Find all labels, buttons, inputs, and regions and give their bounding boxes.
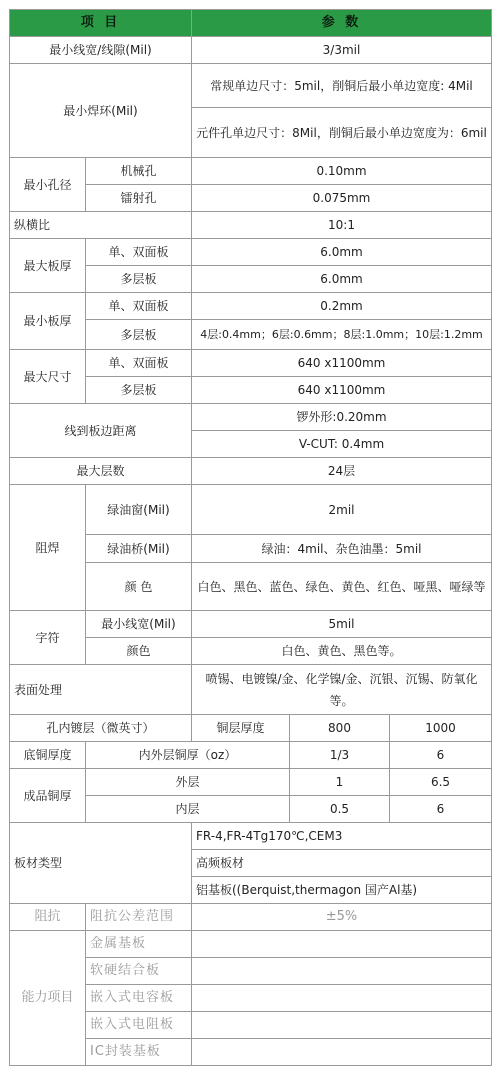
min-thick-ml-label: 多层板: [86, 320, 192, 350]
laser-hole-value: 0.075mm: [192, 185, 492, 212]
capability-item: 金属基板: [86, 931, 192, 958]
max-size-ml-label: 多层板: [86, 377, 192, 404]
header-row: [10, 10, 492, 37]
layers-label: 最大层数: [10, 458, 192, 485]
legend-label: 字符: [10, 611, 86, 665]
legend-width-label: 最小线宽(Mil): [86, 611, 192, 638]
max-size-label: 最大尺寸: [10, 350, 86, 404]
legend-width-value: 5mil: [192, 611, 492, 638]
min-ring-value-2: 元件孔单边尺寸：8Mil，削铜后最小单边宽度为：6mil: [192, 108, 492, 158]
min-line-label: 最小线宽/线隙(Mil): [10, 37, 192, 64]
capability-label: 能力项目: [10, 931, 86, 1066]
plating-label: 孔内镀层（微英寸）: [10, 715, 192, 742]
min-line-value: 3/3mil: [192, 37, 492, 64]
legend-color-value: 白色、黄色、黑色等。: [192, 638, 492, 665]
aspect-label: 纵横比: [10, 212, 192, 239]
fin-cu-inner-label: 内层: [86, 796, 290, 823]
material-label: 板材类型: [10, 823, 192, 904]
mask-color-label: 颜 色: [86, 563, 192, 611]
max-thick-ml-value: 6.0mm: [192, 266, 492, 293]
capability-value-empty: [192, 1012, 492, 1039]
mech-hole-label: 机械孔: [86, 158, 192, 185]
mask-color-value: 白色、黑色、蓝色、绿色、黄色、红色、哑黑、哑绿等: [192, 563, 492, 611]
header-param: 参 数: [192, 10, 492, 37]
fin-cu-outer-label: 外层: [86, 769, 290, 796]
capability-item: IC封装基板: [86, 1039, 192, 1066]
capability-item: 软硬结合板: [86, 958, 192, 985]
min-hole-label: 最小孔径: [10, 158, 86, 212]
max-thick-ds-value: 6.0mm: [192, 239, 492, 266]
mask-label: 阻焊: [10, 485, 86, 611]
edge-value-1: 锣外形:0.20mm: [192, 404, 492, 431]
max-thick-ml-label: 多层板: [86, 266, 192, 293]
material-value-2: 高频板材: [192, 850, 492, 877]
min-thick-label: 最小板厚: [10, 293, 86, 350]
material-value-1: FR-4,FR-4Tg170℃,CEM3: [192, 823, 492, 850]
fin-cu-inner-value-1: 0.5: [290, 796, 390, 823]
min-thick-ds-label: 单、双面板: [86, 293, 192, 320]
base-cu-value-2: 6: [390, 742, 492, 769]
layers-value: 24层: [192, 458, 492, 485]
mask-window-label: 绿油窗(Mil): [86, 485, 192, 535]
base-cu-value-1: 1/3: [290, 742, 390, 769]
aspect-value: 10:1: [192, 212, 492, 239]
edge-value-2: V-CUT: 0.4mm: [192, 431, 492, 458]
spec-table: [9, 9, 492, 1066]
impedance-label: 阻抗: [10, 904, 86, 931]
header-item: 项 目: [10, 10, 192, 37]
legend-color-label: 颜色: [86, 638, 192, 665]
plating-value-2: 1000: [390, 715, 492, 742]
max-size-ml-value: 640 x1100mm: [192, 377, 492, 404]
impedance-value: ±5%: [192, 904, 492, 931]
base-cu-sub: 内外层铜厚（oz）: [86, 742, 290, 769]
fin-cu-outer-value-1: 1: [290, 769, 390, 796]
min-ring-label: 最小焊环(Mil): [10, 64, 192, 158]
max-thick-label: 最大板厚: [10, 239, 86, 293]
max-thick-ds-label: 单、双面板: [86, 239, 192, 266]
plating-value-1: 800: [290, 715, 390, 742]
capability-item: 嵌入式电阻板: [86, 1012, 192, 1039]
finish-value: 喷锡、电镀镍/金、化学镍/金、沉银、沉锡、防氧化等。: [192, 665, 492, 715]
material-value-3: 铝基板((Berquist,thermagon 国产Al基): [192, 877, 492, 904]
mask-bridge-label: 绿油桥(Mil): [86, 535, 192, 563]
fin-cu-outer-value-2: 6.5: [390, 769, 492, 796]
fin-cu-inner-value-2: 6: [390, 796, 492, 823]
max-size-ds-label: 单、双面板: [86, 350, 192, 377]
mech-hole-value: 0.10mm: [192, 158, 492, 185]
laser-hole-label: 镭射孔: [86, 185, 192, 212]
capability-value-empty: [192, 958, 492, 985]
capability-value-empty: [192, 1039, 492, 1066]
min-ring-value-1: 常规单边尺寸：5mil，削铜后最小单边宽度: 4Mil: [192, 64, 492, 108]
capability-value-empty: [192, 931, 492, 958]
finish-label: 表面处理: [10, 665, 192, 715]
capability-item: 嵌入式电容板: [86, 985, 192, 1012]
base-cu-label: 底铜厚度: [10, 742, 86, 769]
fin-cu-label: 成品铜厚: [10, 769, 86, 823]
plating-sub: 铜层厚度: [192, 715, 290, 742]
mask-window-value: 2mil: [192, 485, 492, 535]
max-size-ds-value: 640 x1100mm: [192, 350, 492, 377]
impedance-sub: 阻抗公差范围: [86, 904, 192, 931]
min-thick-ml-value: 4层:0.4mm；6层:0.6mm；8层:1.0mm；10层:1.2mm: [192, 320, 492, 350]
edge-label: 线到板边距离: [10, 404, 192, 458]
min-thick-ds-value: 0.2mm: [192, 293, 492, 320]
capability-value-empty: [192, 985, 492, 1012]
mask-bridge-value: 绿油：4mil、杂色油墨：5mil: [192, 535, 492, 563]
